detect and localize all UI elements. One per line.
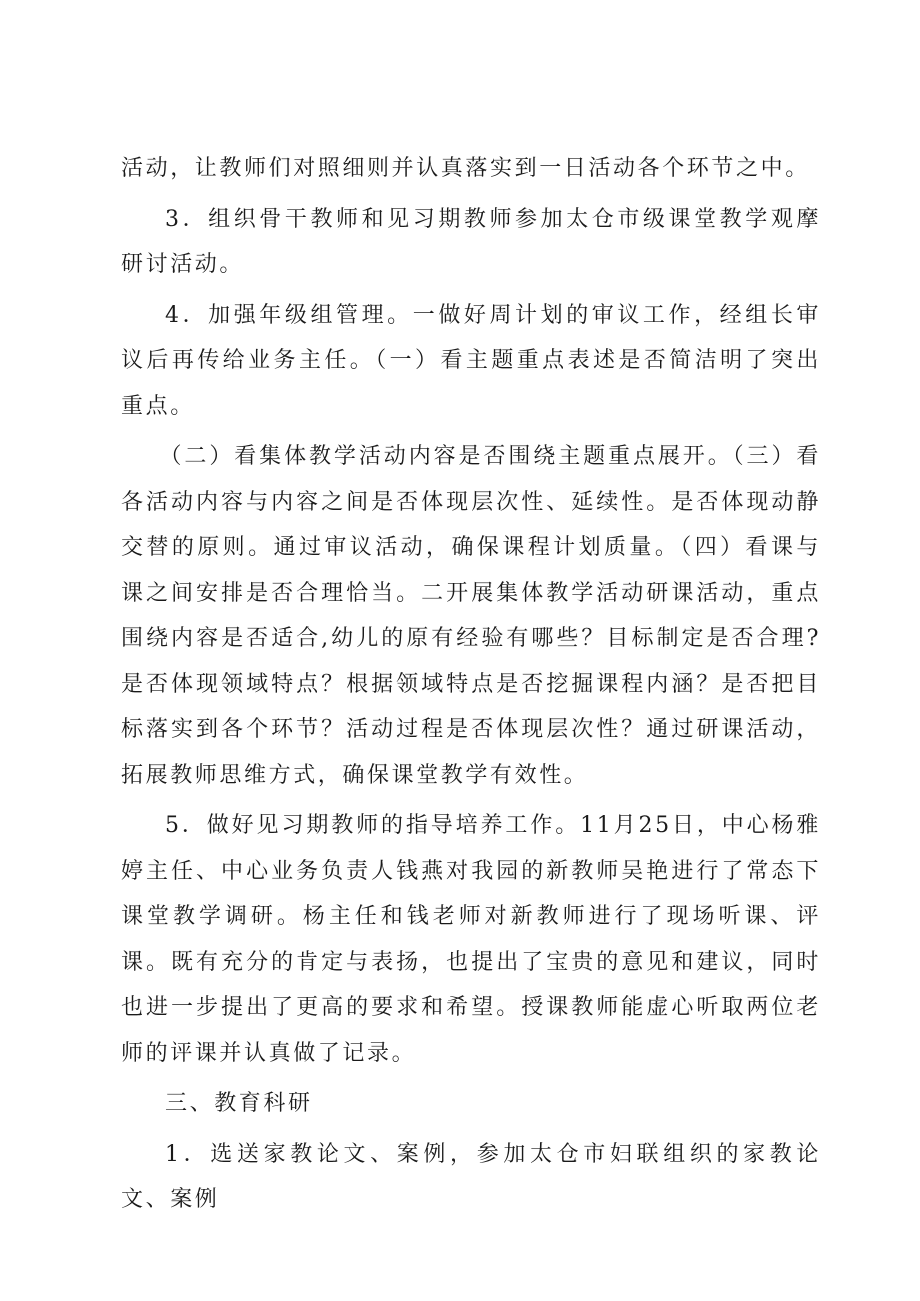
paragraph-item-5: 5．做好见习期教师的指导培养工作。11月25日，中心杨雅婷主任、中心业务负责人钱燕对我园的新教师吴艳进行了常态下课堂教学调研。杨主任和钱老师对新教师进行了现场听课、评课。既有充分的肯定与表扬，也提出了宝贵的意见和建议，同时也进一步提出了更高的要求和希望。授课教师能虚心听取两位老师的评课并认真做了记录。 (121, 813, 821, 1066)
paragraph-review-points: （二）看集体教学活动内容是否围绕主题重点展开。（三）看各活动内容与内容之间是否体现层次性、延续性。是否体现动静交替的原则。通过审议活动，确保课程计划质量。（四）看课与课之间安排是否合理恰当。二开展集体教学活动研课活动，重点围绕内容是否适合,幼儿的原有经验有哪些？目标制定是否合理?是否体现领域特点？根据领域特点是否挖掘课程内涵？是否把目标落实到各个环节？活动过程是否体现层次性？通过研课活动，拓展教师思维方式，确保课堂教学有效性。 (121, 444, 821, 788)
section-heading-research: 三、教育科研 (165, 1091, 313, 1116)
paragraph-continuation: 活动，让教师们对照细则并认真落实到一日活动各个环节之中。 (121, 156, 810, 181)
document-body (121, 146, 821, 1223)
paragraph-item-4: 4．加强年级组管理。一做好周计划的审议工作，经组长审议后再传给业务主任。（一）看主题重点表述是否简洁明了突出重点。 (121, 302, 821, 419)
paragraph-item-3: 3．组织骨干教师和见习期教师参加太仓市级课堂教学观摩研讨活动。 (121, 206, 821, 277)
paragraph-research-item-1: 1．选送家教论文、案例，参加太仓市妇联组织的家教论文、案例 (121, 1141, 821, 1212)
